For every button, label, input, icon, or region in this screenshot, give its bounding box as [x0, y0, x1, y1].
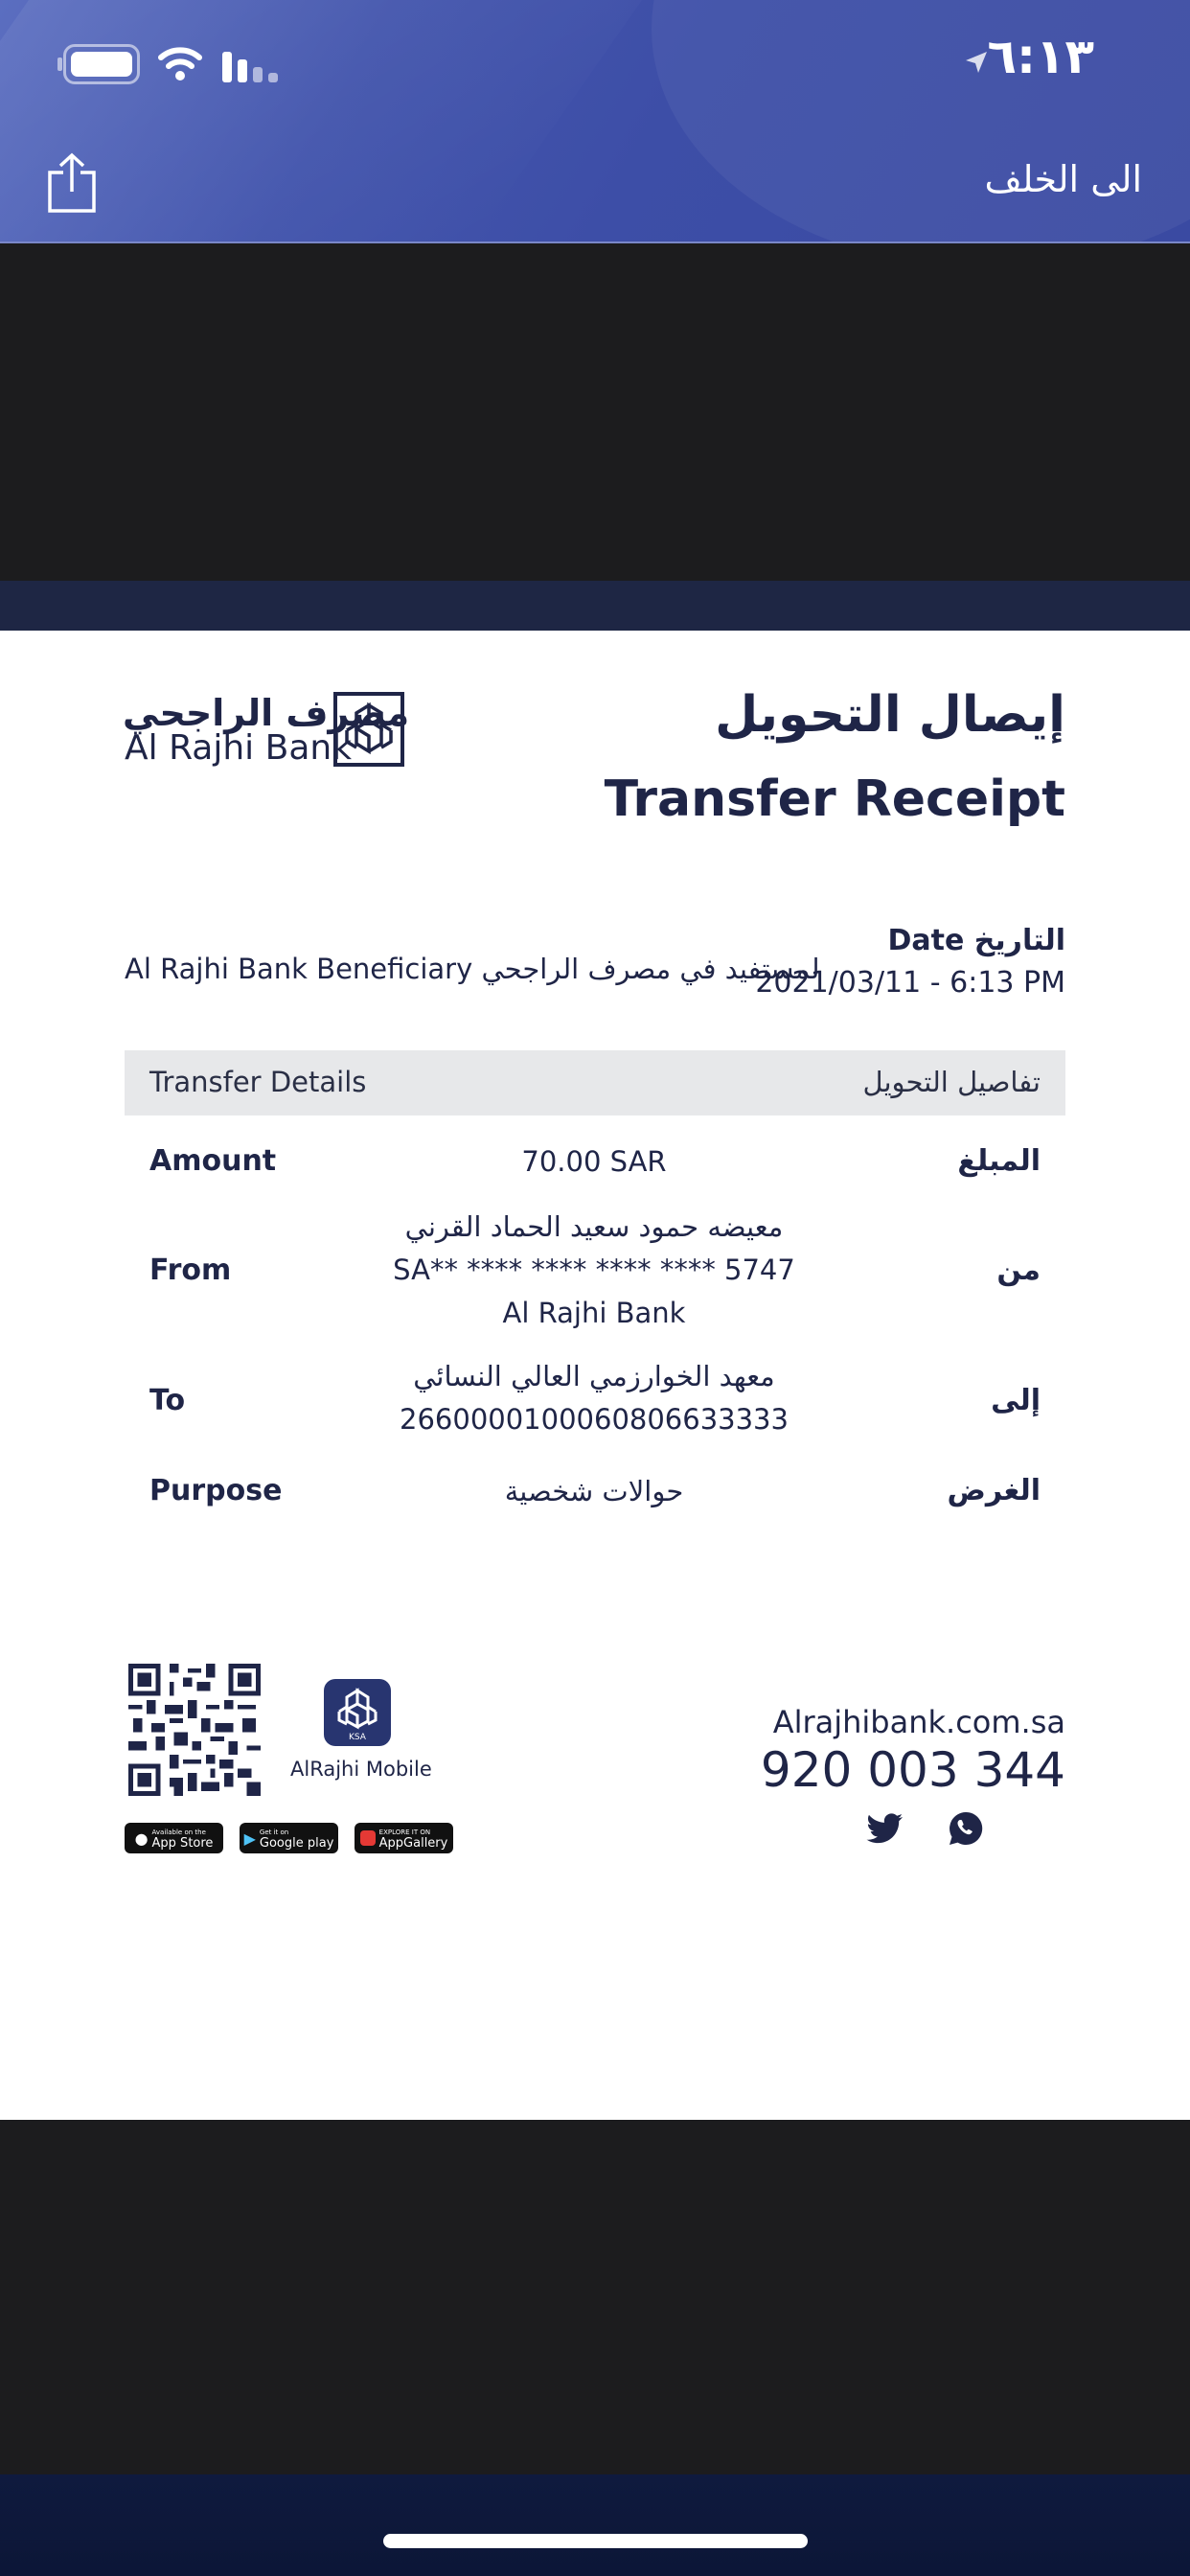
back-button[interactable]: الى الخلف: [984, 158, 1142, 200]
app-store-badge[interactable]: [125, 1823, 223, 1853]
phone-number[interactable]: 920 003 344: [760, 1742, 1065, 1798]
app-gallery-badge[interactable]: [355, 1823, 453, 1853]
details-header-english: Transfer Details: [149, 1066, 367, 1098]
alrajhi-mobile-app-icon[interactable]: [324, 1679, 391, 1746]
bank-logo-icon: [333, 692, 404, 767]
row-label-english: Purpose: [149, 1474, 283, 1507]
detail-row-amount: [125, 1138, 1065, 1186]
date-label: Date التاريخ: [887, 924, 1065, 957]
detail-row-from: [125, 1206, 1065, 1340]
badge-text: EXPLORE IT ON AppGallery: [378, 1828, 448, 1851]
value-line: معهد الخوارزمي العالي النسائي: [413, 1360, 775, 1392]
wifi-icon: [157, 44, 203, 82]
value-line: 70.00 SAR: [521, 1145, 667, 1178]
value-line: SA** **** **** **** **** 5747: [393, 1254, 795, 1286]
share-icon[interactable]: [46, 151, 98, 215]
row-value: [335, 1355, 853, 1441]
row-label-arabic: من: [996, 1254, 1041, 1287]
row-value: [335, 1470, 853, 1513]
receipt-title-english: Transfer Receipt: [604, 770, 1065, 828]
ksa-label: KSA: [349, 1733, 366, 1742]
battery-icon: [63, 44, 140, 84]
row-label-english: Amount: [149, 1144, 277, 1178]
receipt-title-arabic: إيصال التحويل: [715, 686, 1065, 744]
row-label-arabic: الغرض: [947, 1474, 1041, 1507]
value-line: Al Rajhi Bank: [502, 1297, 686, 1329]
home-indicator[interactable]: [383, 2534, 808, 2548]
bank-name-english: Al Rajhi Bank: [125, 728, 353, 768]
website-link[interactable]: Alrajhibank.com.sa: [772, 1704, 1065, 1740]
row-label-arabic: المبلغ: [957, 1144, 1041, 1178]
header-decoration: [652, 0, 1190, 243]
document-top-strip: [0, 581, 1190, 631]
apple-icon: ●: [134, 1828, 149, 1848]
cellular-signal-icon: [220, 48, 278, 82]
bank-name-arabic: مصرف الراجحي: [123, 692, 410, 734]
value-line: حوالات شخصية: [504, 1475, 684, 1507]
row-label-english: To: [149, 1384, 186, 1417]
twitter-icon[interactable]: [866, 1809, 904, 1848]
row-value: [335, 1140, 853, 1184]
badge-text: Available on the App Store: [151, 1828, 214, 1851]
google-play-icon: ▶: [243, 1828, 256, 1848]
alrajhi-mobile-label: AlRajhi Mobile: [290, 1758, 432, 1781]
bank-logo-icon: [324, 1679, 391, 1746]
date-value: 2021/03/11 - 6:13 PM: [755, 966, 1065, 1000]
header-decoration: [0, 0, 682, 243]
top-nav-bar: [0, 0, 1190, 243]
huawei-appgallery-icon: .: [360, 1830, 376, 1846]
detail-row-purpose: [125, 1470, 1065, 1518]
whatsapp-icon[interactable]: [947, 1809, 985, 1848]
badge-text: Get it on Google play: [259, 1828, 334, 1851]
status-time: ٦:١٣: [987, 29, 1094, 84]
detail-row-to: [125, 1355, 1065, 1447]
row-label-arabic: إلى: [991, 1384, 1041, 1417]
beneficiary-type: Al Rajhi Bank Beneficiary لمستفيد في مصرف الراجحي: [125, 953, 820, 985]
transfer-receipt: [0, 631, 1190, 2120]
row-value: [335, 1206, 853, 1335]
value-line: معيضه حمود سعيد الحماد القرني: [404, 1210, 784, 1243]
google-play-badge[interactable]: [240, 1823, 338, 1853]
details-header-arabic: تفاصيل التحويل: [862, 1066, 1041, 1098]
qr-code-icon: [128, 1664, 261, 1796]
value-line: 2660000100060806633333: [400, 1403, 789, 1436]
bottom-toolbar: [0, 2474, 1190, 2576]
location-arrow-icon: [964, 50, 989, 75]
transfer-details-header: [125, 1050, 1065, 1116]
row-label-english: From: [149, 1254, 232, 1287]
